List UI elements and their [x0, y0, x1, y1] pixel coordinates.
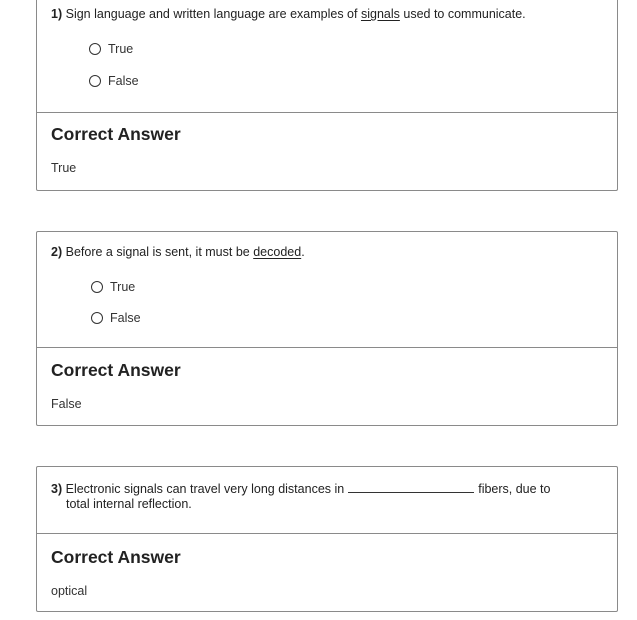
question-card-3 — [36, 466, 618, 612]
question-card-2 — [36, 231, 618, 426]
divider — [37, 533, 617, 534]
question-card-1 — [36, 0, 618, 191]
fill-in-blank[interactable] — [348, 480, 474, 493]
option-true[interactable] — [91, 280, 135, 294]
question-text — [51, 480, 603, 512]
question-number: 2) — [51, 245, 63, 259]
underlined-term: decoded — [253, 245, 302, 259]
divider — [37, 112, 617, 113]
divider — [37, 347, 617, 348]
radio-button-icon[interactable] — [91, 312, 103, 324]
option-label: True — [110, 280, 136, 294]
correct-answer-value: optical — [51, 584, 88, 598]
question-text-part: Electronic signals can travel very long distances in — [65, 482, 345, 496]
question-text-part: . — [301, 245, 305, 259]
question-text — [51, 7, 603, 22]
question-number: 1) — [51, 7, 63, 21]
question-text-part: used to communicate. — [403, 7, 526, 21]
question-text-part: fibers, due to — [478, 482, 551, 496]
radio-button-icon[interactable] — [89, 43, 101, 55]
question-text — [51, 245, 603, 260]
option-label: True — [108, 42, 134, 56]
radio-button-icon[interactable] — [91, 281, 103, 293]
correct-answer-value: False — [51, 397, 82, 411]
correct-answer-heading: Correct Answer — [51, 360, 181, 380]
question-text-line2: total internal reflection. — [66, 497, 192, 511]
question-text-part: Sign language and written language are examples of — [65, 7, 358, 21]
question-number: 3) — [51, 482, 63, 496]
option-label: False — [110, 311, 141, 325]
option-false[interactable] — [89, 74, 139, 88]
option-true[interactable] — [89, 42, 133, 56]
question-text-part: Before a signal is sent, it must be — [65, 245, 250, 259]
correct-answer-heading: Correct Answer — [51, 124, 181, 144]
option-label: False — [108, 74, 139, 88]
correct-answer-value: True — [51, 161, 77, 175]
option-false[interactable] — [91, 311, 141, 325]
correct-answer-heading: Correct Answer — [51, 547, 181, 567]
underlined-term: signals — [360, 7, 400, 21]
radio-button-icon[interactable] — [89, 75, 101, 87]
